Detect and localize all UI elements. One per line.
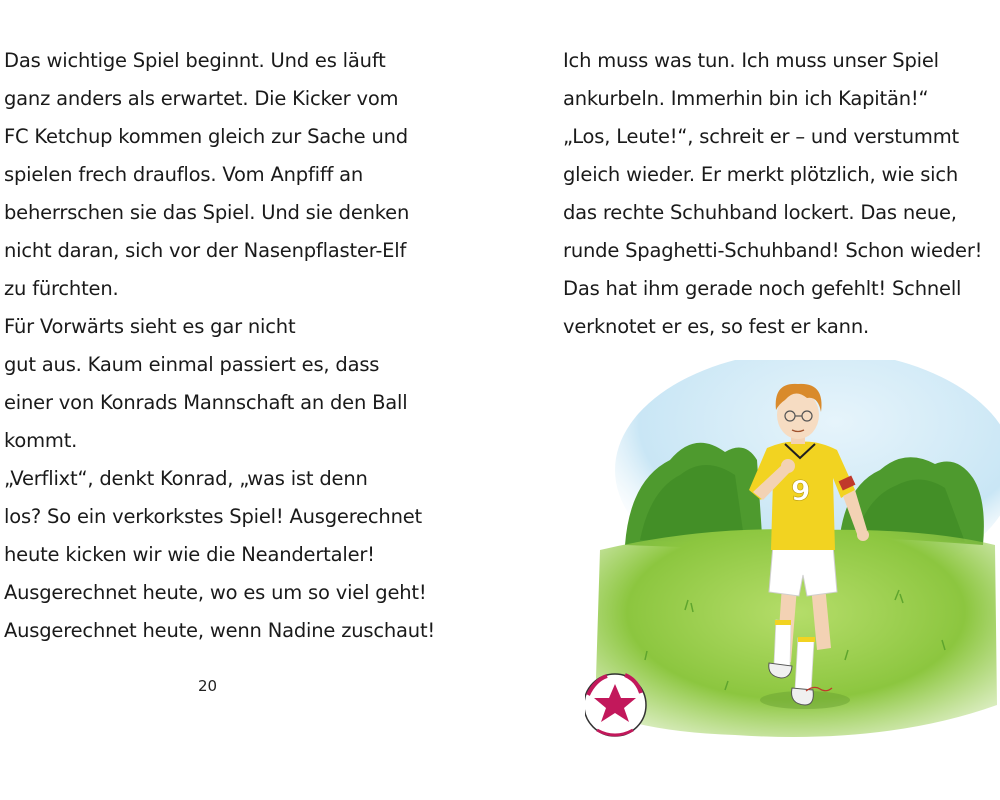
- text-line: spielen frech drauflos. Vom Anpfiff an: [4, 163, 364, 186]
- right-page: [520, 0, 1000, 800]
- text-line: ankurbeln. Immerhin bin ich Kapitän!“: [563, 87, 929, 110]
- text-line: „Los, Leute!“, schreit er – und verstummt: [563, 125, 959, 148]
- text-line: gleich wieder. Er merkt plötzlich, wie sich: [563, 163, 959, 186]
- soccer-boy-illustration: [585, 360, 1000, 760]
- text-line: runde Spaghetti-Schuhband! Schon wieder!: [563, 239, 983, 262]
- text-line: Für Vorwärts sieht es gar nicht: [4, 315, 296, 338]
- text-line: los? So ein verkorkstes Spiel! Ausgerechnet: [4, 505, 422, 528]
- text-line: Das hat ihm gerade noch gefehlt! Schnell: [563, 277, 962, 300]
- text-line: Das wichtige Spiel beginnt. Und es läuft: [4, 49, 386, 72]
- text-line: kommt.: [4, 429, 78, 452]
- jersey-number: 9: [791, 474, 811, 507]
- right-page-text: [563, 42, 982, 346]
- text-line: ganz anders als erwartet. Die Kicker vom: [4, 87, 399, 110]
- text-line: beherrschen sie das Spiel. Und sie denken: [4, 201, 410, 224]
- text-line: Ausgerechnet heute, wenn Nadine zuschaut!: [4, 619, 436, 642]
- text-line: FC Ketchup kommen gleich zur Sache und: [4, 125, 408, 148]
- text-line: Ausgerechnet heute, wo es um so viel geht!: [4, 581, 427, 604]
- text-line: verknotet er es, so fest er kann.: [563, 315, 869, 338]
- text-line: zu fürchten.: [4, 277, 119, 300]
- soccer-ball: [585, 674, 646, 736]
- text-line: gut aus. Kaum einmal passiert es, dass: [4, 353, 380, 376]
- text-line: „Verflixt“, denkt Konrad, „was ist denn: [4, 467, 368, 490]
- text-line: heute kicken wir wie die Neandertaler!: [4, 543, 375, 566]
- left-page-text: [4, 42, 435, 650]
- text-line: Ich muss was tun. Ich muss unser Spiel: [563, 49, 939, 72]
- page-number: 20: [198, 677, 218, 695]
- text-line: einer von Konrads Mannschaft an den Ball: [4, 391, 408, 414]
- left-page: [0, 0, 470, 800]
- text-line: nicht daran, sich vor der Nasenpflaster-Elf: [4, 239, 407, 262]
- text-line: das rechte Schuhband lockert. Das neue,: [563, 201, 957, 224]
